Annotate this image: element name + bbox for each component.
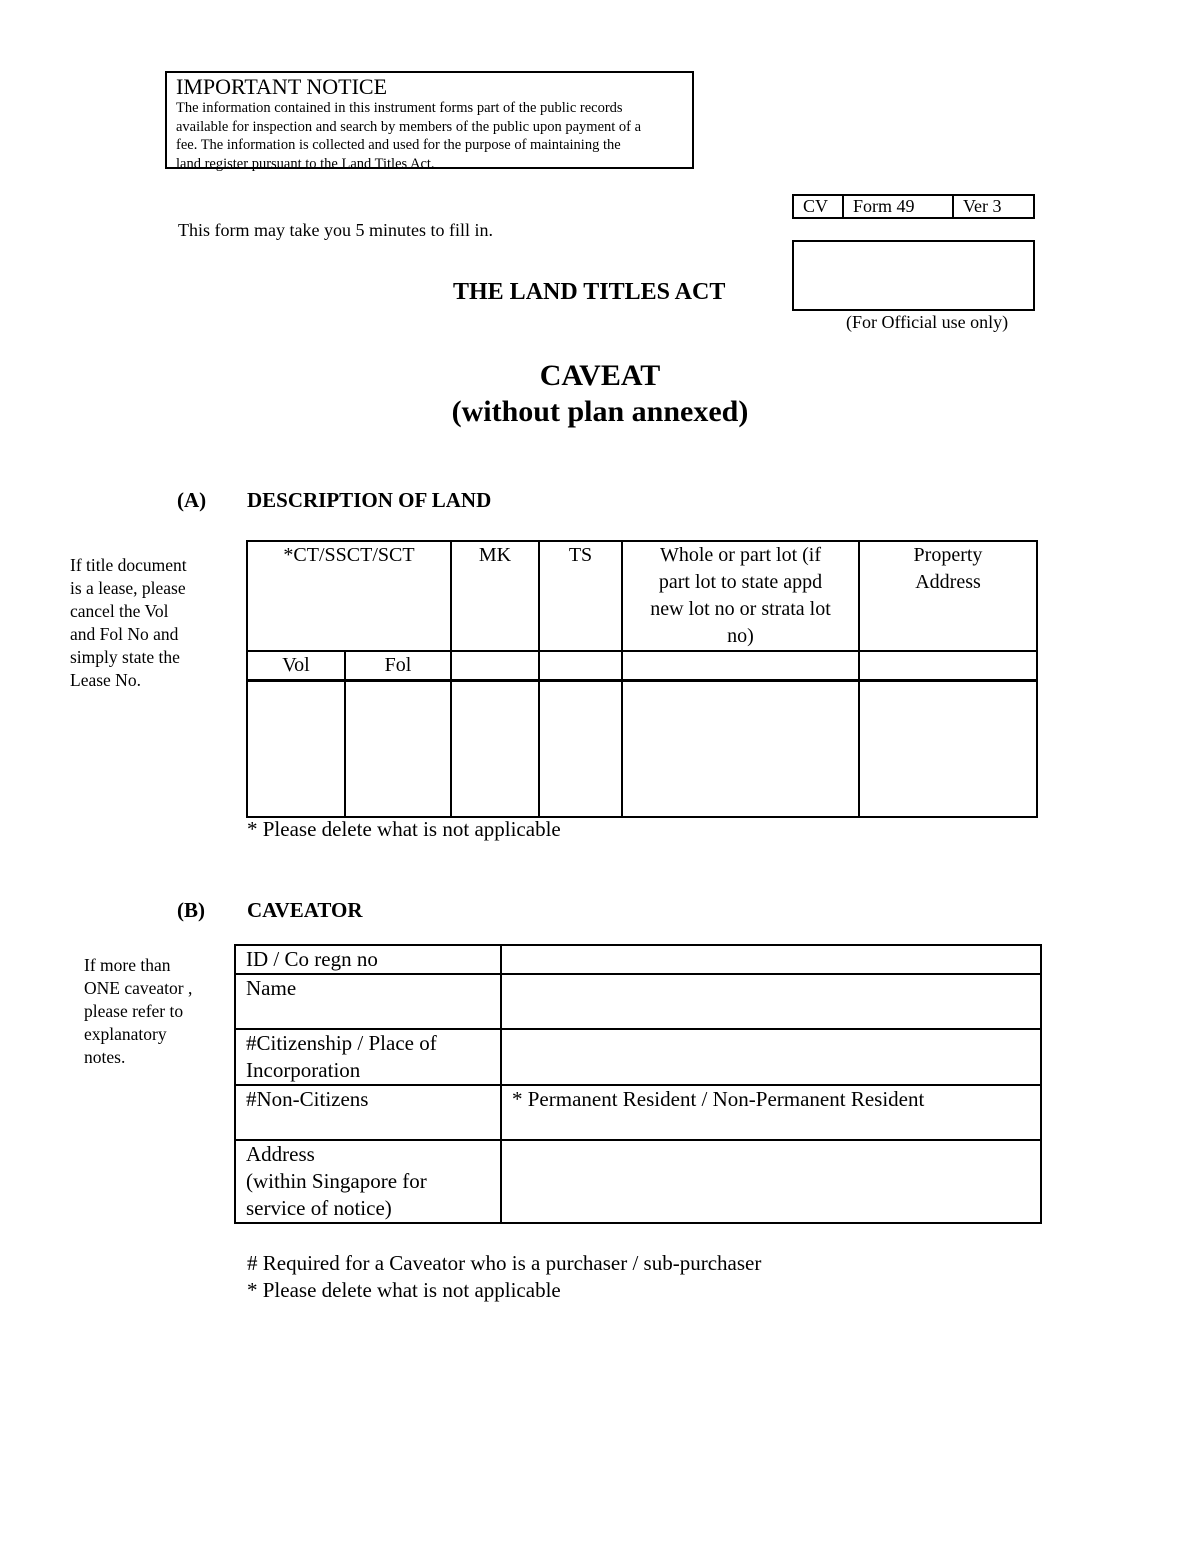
header-fol: Fol — [345, 651, 451, 681]
label-citizenship — [235, 1029, 501, 1085]
table-row — [235, 1029, 1041, 1085]
field-name[interactable] — [501, 974, 1041, 1029]
table-row — [235, 1085, 1041, 1140]
section-b-letter: (B) — [177, 898, 205, 922]
table-row — [235, 974, 1041, 1029]
label-line: Address — [246, 1142, 315, 1166]
important-notice — [165, 71, 694, 172]
notice-body — [176, 99, 683, 173]
header-lot — [622, 541, 859, 651]
field-address[interactable] — [501, 1140, 1041, 1223]
side-note-line: is a lease, please — [70, 578, 186, 598]
official-use-label: (For Official use only) — [846, 312, 1009, 332]
cell-address[interactable] — [859, 681, 1037, 817]
form-code-box — [792, 194, 1035, 219]
side-note-line: If more than — [84, 955, 171, 975]
header-address — [859, 541, 1037, 651]
notice-line: land register pursuant to the Land Titles Act. — [176, 155, 435, 172]
notice-title: IMPORTANT NOTICE — [176, 74, 388, 99]
header-address-line: Property — [913, 544, 983, 566]
section-a-note: * Please delete what is not applicable — [247, 817, 561, 841]
cell-vol[interactable] — [247, 681, 345, 817]
header-lot-line: no) — [727, 625, 754, 647]
page-title — [0, 358, 1200, 430]
cell-ts[interactable] — [539, 681, 622, 817]
header-ts: TS — [539, 541, 622, 651]
side-note-line: notes. — [84, 1047, 126, 1067]
table-row — [235, 1140, 1041, 1223]
side-note-line: and Fol No and — [70, 624, 179, 644]
side-note-line: If title document — [70, 555, 187, 575]
caveator-table — [234, 944, 1042, 1224]
notice-line: fee. The information is collected and used for the purpose of maintaining the — [176, 137, 621, 153]
label-line: service of notice) — [246, 1196, 392, 1220]
section-b-title: CAVEATOR — [247, 898, 363, 922]
side-note-line: Lease No. — [70, 670, 141, 690]
label-address — [235, 1140, 501, 1223]
side-note-line: simply state the — [70, 647, 180, 667]
header-lot-line: part lot to state appd — [658, 571, 823, 593]
caveat-title: CAVEAT — [539, 359, 661, 392]
field-non-citizens[interactable]: * Permanent Resident / Non-Permanent Resident — [501, 1085, 1041, 1140]
act-title: THE LAND TITLES ACT — [453, 279, 726, 305]
notice-line: available for inspection and search by members of the public upon payment of a — [176, 118, 642, 135]
label-name: Name — [235, 974, 501, 1029]
label-id: ID / Co regn no — [235, 945, 501, 974]
table-row — [247, 681, 1037, 817]
note-line: * Please delete what is not applicable — [247, 1278, 561, 1302]
label-line: (within Singapore for — [246, 1169, 427, 1193]
section-a-letter: (A) — [177, 488, 207, 512]
header-mk: MK — [451, 541, 539, 651]
official-use-box — [792, 240, 1035, 311]
section-a-side-note — [70, 554, 187, 692]
table-row — [235, 945, 1041, 974]
header-lot-line: Whole or part lot (if — [659, 544, 822, 566]
side-note-line: please refer to — [84, 1001, 184, 1021]
land-description-table — [246, 540, 1038, 818]
section-b-notes — [247, 1250, 761, 1304]
form-number: Form 49 — [844, 196, 954, 217]
side-note-line: cancel the Vol — [70, 601, 169, 621]
field-id[interactable] — [501, 945, 1041, 974]
notice-line: The information contained in this instrument forms part of the public records — [176, 100, 623, 116]
header-address-line: Address — [915, 571, 981, 593]
note-line: # Required for a Caveator who is a purchaser / sub-purchaser — [247, 1251, 762, 1275]
label-non-citizens: #Non-Citizens — [235, 1085, 501, 1140]
form-version: Ver 3 — [963, 196, 1002, 216]
caveat-subtitle: (without plan annexed) — [451, 395, 749, 428]
header-title-type: *CT/SSCT/SCT — [247, 541, 451, 651]
fill-duration-text: This form may take you 5 minutes to fill in. — [178, 220, 493, 240]
side-note-line: ONE caveator , — [84, 978, 193, 998]
cell-lot[interactable] — [622, 681, 859, 817]
section-a-title: DESCRIPTION OF LAND — [247, 488, 492, 512]
side-note-line: explanatory — [84, 1024, 167, 1044]
cell-mk[interactable] — [451, 681, 539, 817]
label-line: Incorporation — [246, 1058, 361, 1082]
section-b-side-note — [84, 954, 192, 1069]
header-lot-line: new lot no or strata lot — [650, 598, 831, 620]
table-header-row — [247, 541, 1037, 651]
table-subheader-row — [247, 651, 1037, 681]
label-line: #Citizenship / Place of — [246, 1031, 437, 1055]
header-vol: Vol — [247, 651, 345, 681]
form-type: CV — [794, 196, 844, 217]
field-citizenship[interactable] — [501, 1029, 1041, 1085]
cell-fol[interactable] — [345, 681, 451, 817]
